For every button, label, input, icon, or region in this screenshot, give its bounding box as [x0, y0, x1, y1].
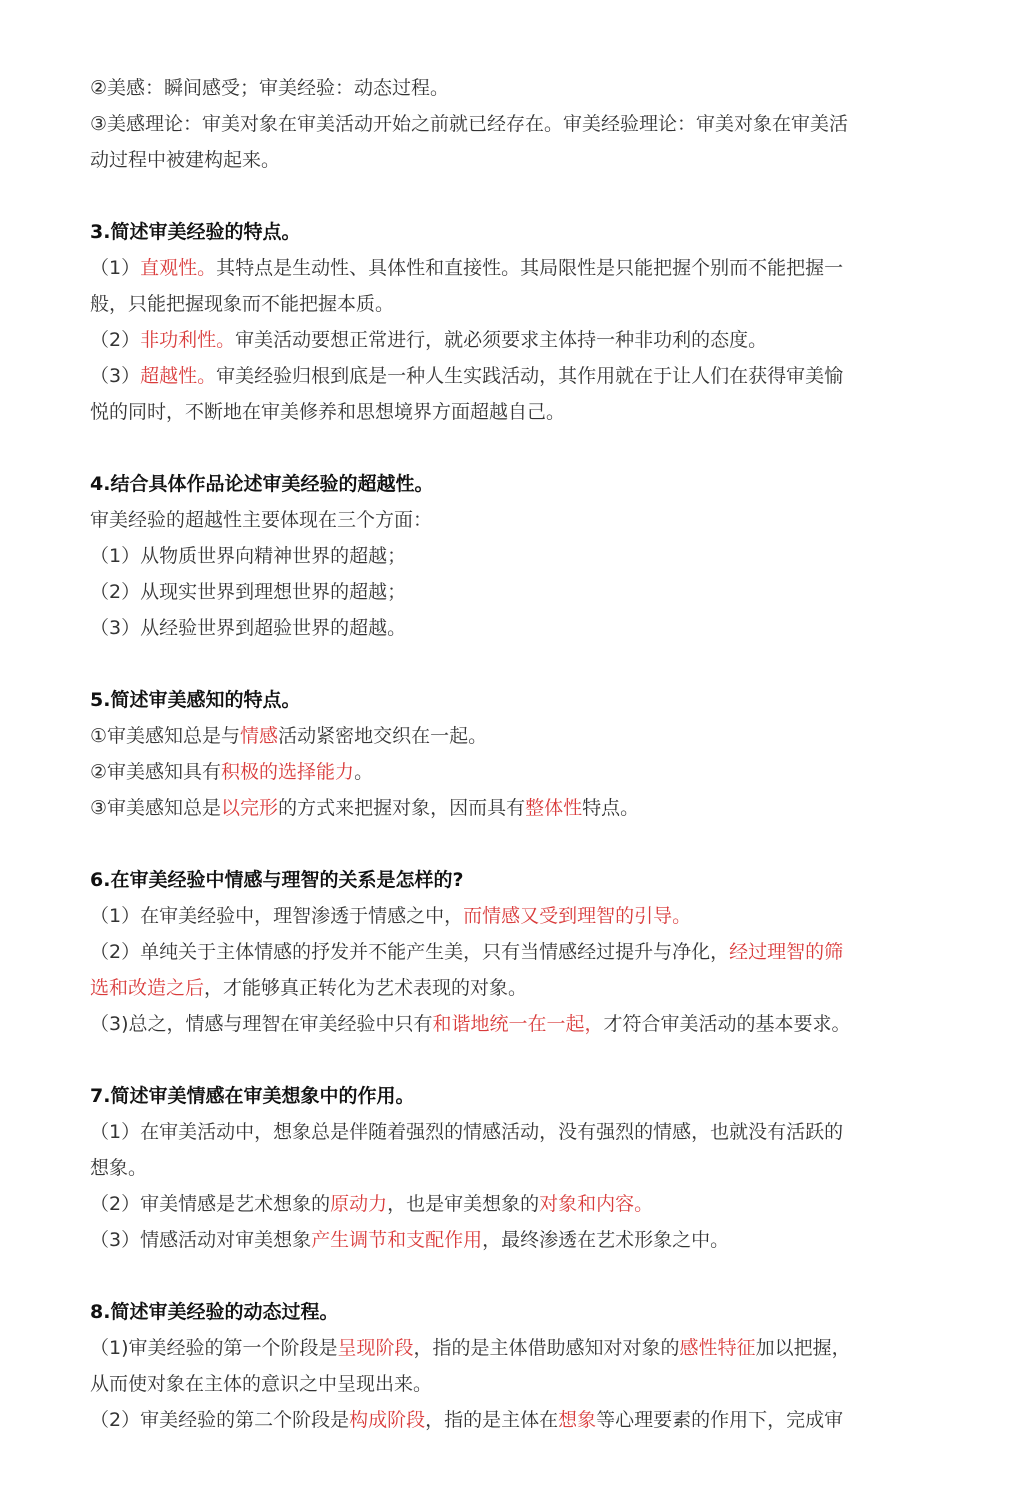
- q3-item-2: （2）非功利性。审美活动要想正常进行，就必须要求主体持一种非功利的态度。: [90, 329, 768, 351]
- q7-item-2: （2）审美情感是艺术想象的原动力，也是审美想象的对象和内容。: [90, 1193, 654, 1215]
- intro-line-1: ②美感：瞬间感受；审美经验：动态过程。: [90, 77, 450, 99]
- q4-item-3: （3）从经验世界到超验世界的超越。: [90, 617, 407, 639]
- q3-item-3-cont: 悦的同时，不断地在审美修养和思想境界方面超越自己。: [90, 401, 566, 423]
- q3-title: 3.简述审美经验的特点。: [90, 221, 301, 243]
- q5-item-3: ③审美感知总是以完形的方式来把握对象，因而具有整体性特点。: [90, 797, 640, 819]
- q4-item-2: （2）从现实世界到理想世界的超越；: [90, 581, 407, 603]
- q8-item-1-cont: 从而使对象在主体的意识之中呈现出来。: [90, 1373, 433, 1395]
- q6-item-3: （3)总之，情感与理智在审美经验中只有和谐地统一在一起，才符合审美活动的基本要求。: [90, 1013, 851, 1035]
- q7-item-1-cont: 想象。: [90, 1157, 148, 1179]
- q3-item-1-cont: 般，只能把握现象而不能把握本质。: [90, 293, 395, 315]
- q5-item-1: ①审美感知总是与情感活动紧密地交织在一起。: [90, 725, 488, 747]
- q7-item-1: （1）在审美活动中，想象总是伴随着强烈的情感活动，没有强烈的情感，也就没有活跃的: [90, 1121, 844, 1143]
- q4-intro: 审美经验的超越性主要体现在三个方面：: [90, 509, 433, 531]
- q8-item-1: （1)审美经验的第一个阶段是呈现阶段，指的是主体借助感知对对象的感性特征加以把握，: [90, 1337, 851, 1359]
- q4-item-1: （1）从物质世界向精神世界的超越；: [90, 545, 407, 567]
- q8-item-2: （2）审美经验的第二个阶段是构成阶段，指的是主体在想象等心理要素的作用下，完成审: [90, 1409, 844, 1431]
- q3-item-3: （3）超越性。审美经验归根到底是一种人生实践活动，其作用就在于让人们在获得审美愉: [90, 365, 844, 387]
- q7-title: 7.简述审美情感在审美想象中的作用。: [90, 1085, 415, 1107]
- intro-line-2: ③美感理论：审美对象在审美活动开始之前就已经存在。审美经验理论：审美对象在审美活: [90, 113, 849, 135]
- q8-title: 8.简述审美经验的动态过程。: [90, 1301, 339, 1323]
- q6-title: 6.在审美经验中情感与理智的关系是怎样的?: [90, 869, 464, 891]
- q5-item-2: ②审美感知具有积极的选择能力。: [90, 761, 374, 783]
- q6-item-1: （1）在审美经验中，理智渗透于情感之中，而情感又受到理智的引导。: [90, 905, 692, 927]
- q5-title: 5.简述审美感知的特点。: [90, 689, 301, 711]
- q4-title: 4.结合具体作品论述审美经验的超越性。: [90, 473, 434, 495]
- q6-item-2-cont: 选和改造之后，才能够真正转化为艺术表现的对象。: [90, 977, 528, 999]
- intro-line-3: 动过程中被建构起来。: [90, 149, 281, 171]
- q3-item-1: （1）直观性。其特点是生动性、具体性和直接性。其局限性是只能把握个别而不能把握一: [90, 257, 844, 279]
- q7-item-3: （3）情感活动对审美想象产生调节和支配作用，最终渗透在艺术形象之中。: [90, 1229, 730, 1251]
- q6-item-2: （2）单纯关于主体情感的抒发并不能产生美，只有当情感经过提升与净化，经过理智的筛: [90, 941, 844, 963]
